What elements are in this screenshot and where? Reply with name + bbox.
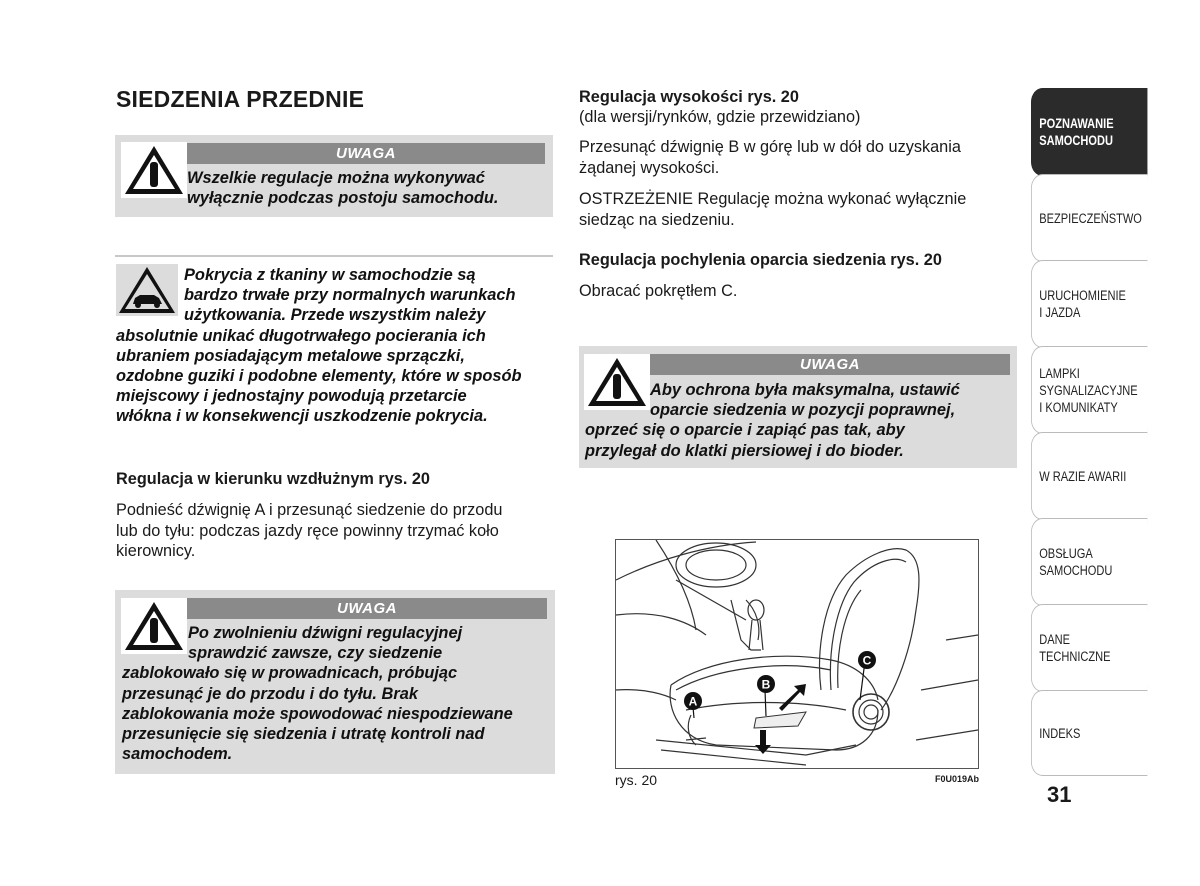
tab-uruchomienie-i-jazda[interactable]: URUCHOMIENIE I JAZDA [1031,260,1147,348]
warning-text: Wszelkie regulacje można wykonywać wyłącznie podczas postoju samochodu. [187,169,499,208]
note-text: Pokrycia z tkaniny w samochodzie są bardzo trwałe przy normalnych warunkach użytkowania. Przede wszystkim należy absolutnie unikać długotrwałego pocierania ich ubraniem posiadającym metalowe sprzączki, ozdobne guziki i podobne elementy, które w sposób miejscowy i jednostajny powodują przetarcie włókna i w konsekwencji uszkodzenie pokrycia. [116,266,522,426]
divider [115,255,553,257]
warning-header: UWAGA [187,598,547,619]
warning-box-1 [115,135,553,217]
section-text-recline: Obracać pokrętłem C. [579,282,738,300]
warning-header: UWAGA [650,354,1010,375]
section-subline-height: (dla wersji/rynków, gdzie przewidziano) [579,108,861,126]
figure-label-a: A [688,694,698,709]
tab-poznawanie-samochodu[interactable]: POZNAWANIE SAMOCHODU [1031,88,1147,176]
figure-label-b: B [761,677,771,692]
section-heading-longitudinal: Regulacja w kierunku wzdłużnym rys. 20 [116,470,430,488]
figure-caption: rys. 20 [615,772,658,788]
tab-w-razie-awarii[interactable]: W RAZIE AWARII [1031,432,1147,520]
tab-bezpieczenstwo[interactable]: BEZPIECZEŃSTWO [1031,174,1147,262]
section-text-longitudinal: Podnieść dźwignię A i przesunąć siedzenie do przodu lub do tyłu: podczas jazdy ręce powinny trzymać koło kierownicy. [116,501,503,560]
warning-triangle-icon [121,142,187,198]
warning-header: UWAGA [187,143,545,164]
tab-indeks[interactable]: INDEKS [1031,690,1147,776]
section-warning-height: OSTRZEŻENIE Regulację można wykonać wyłącznie siedząc na siedzeniu. [579,190,967,229]
warning-text: Po zwolnieniu dźwigni regulacyjnej sprawdzić zawsze, czy siedzenie zablokowało się w prowadnicach, próbując przesunąć je do przodu i do tyłu. Brak zablokowania może spowodować niespodziewane przesunięcie się siedzenia i utratę kontroli nad samochodem. [122,624,513,764]
page-number: 31 [1047,782,1072,807]
figure-label-c: C [862,653,872,668]
tab-dane-techniczne[interactable]: DANE TECHNICZNE [1031,604,1147,692]
tab-obsluga-samochodu[interactable]: OBSŁUGA SAMOCHODU [1031,518,1147,606]
section-text-height: Przesunąć dźwignię B w górę lub w dół do uzyskania żądanej wysokości. [579,138,961,177]
figure-code: F0U019Ab [935,774,980,784]
seat-illustration [615,539,979,769]
section-heading-height: Regulacja wysokości rys. 20 [579,88,799,106]
page-title: SIEDZENIA PRZEDNIE [116,86,365,112]
warning-text: Aby ochrona była maksymalna, ustawić oparcie siedzenia w pozycji poprawnej, oprzeć się o oparcie i zapiąć pas tak, aby przylegał do klatki piersiowej i do bioder. [585,381,960,460]
warning-box-2 [115,590,555,774]
seat-drawing [616,540,978,768]
warning-box-3 [579,346,1017,468]
tab-lampki-sygnalizacyjne[interactable]: LAMPKI SYGNALIZACYJNE I KOMUNIKATY [1031,346,1147,434]
section-heading-recline: Regulacja pochylenia oparcia siedzenia rys. 20 [579,251,942,269]
